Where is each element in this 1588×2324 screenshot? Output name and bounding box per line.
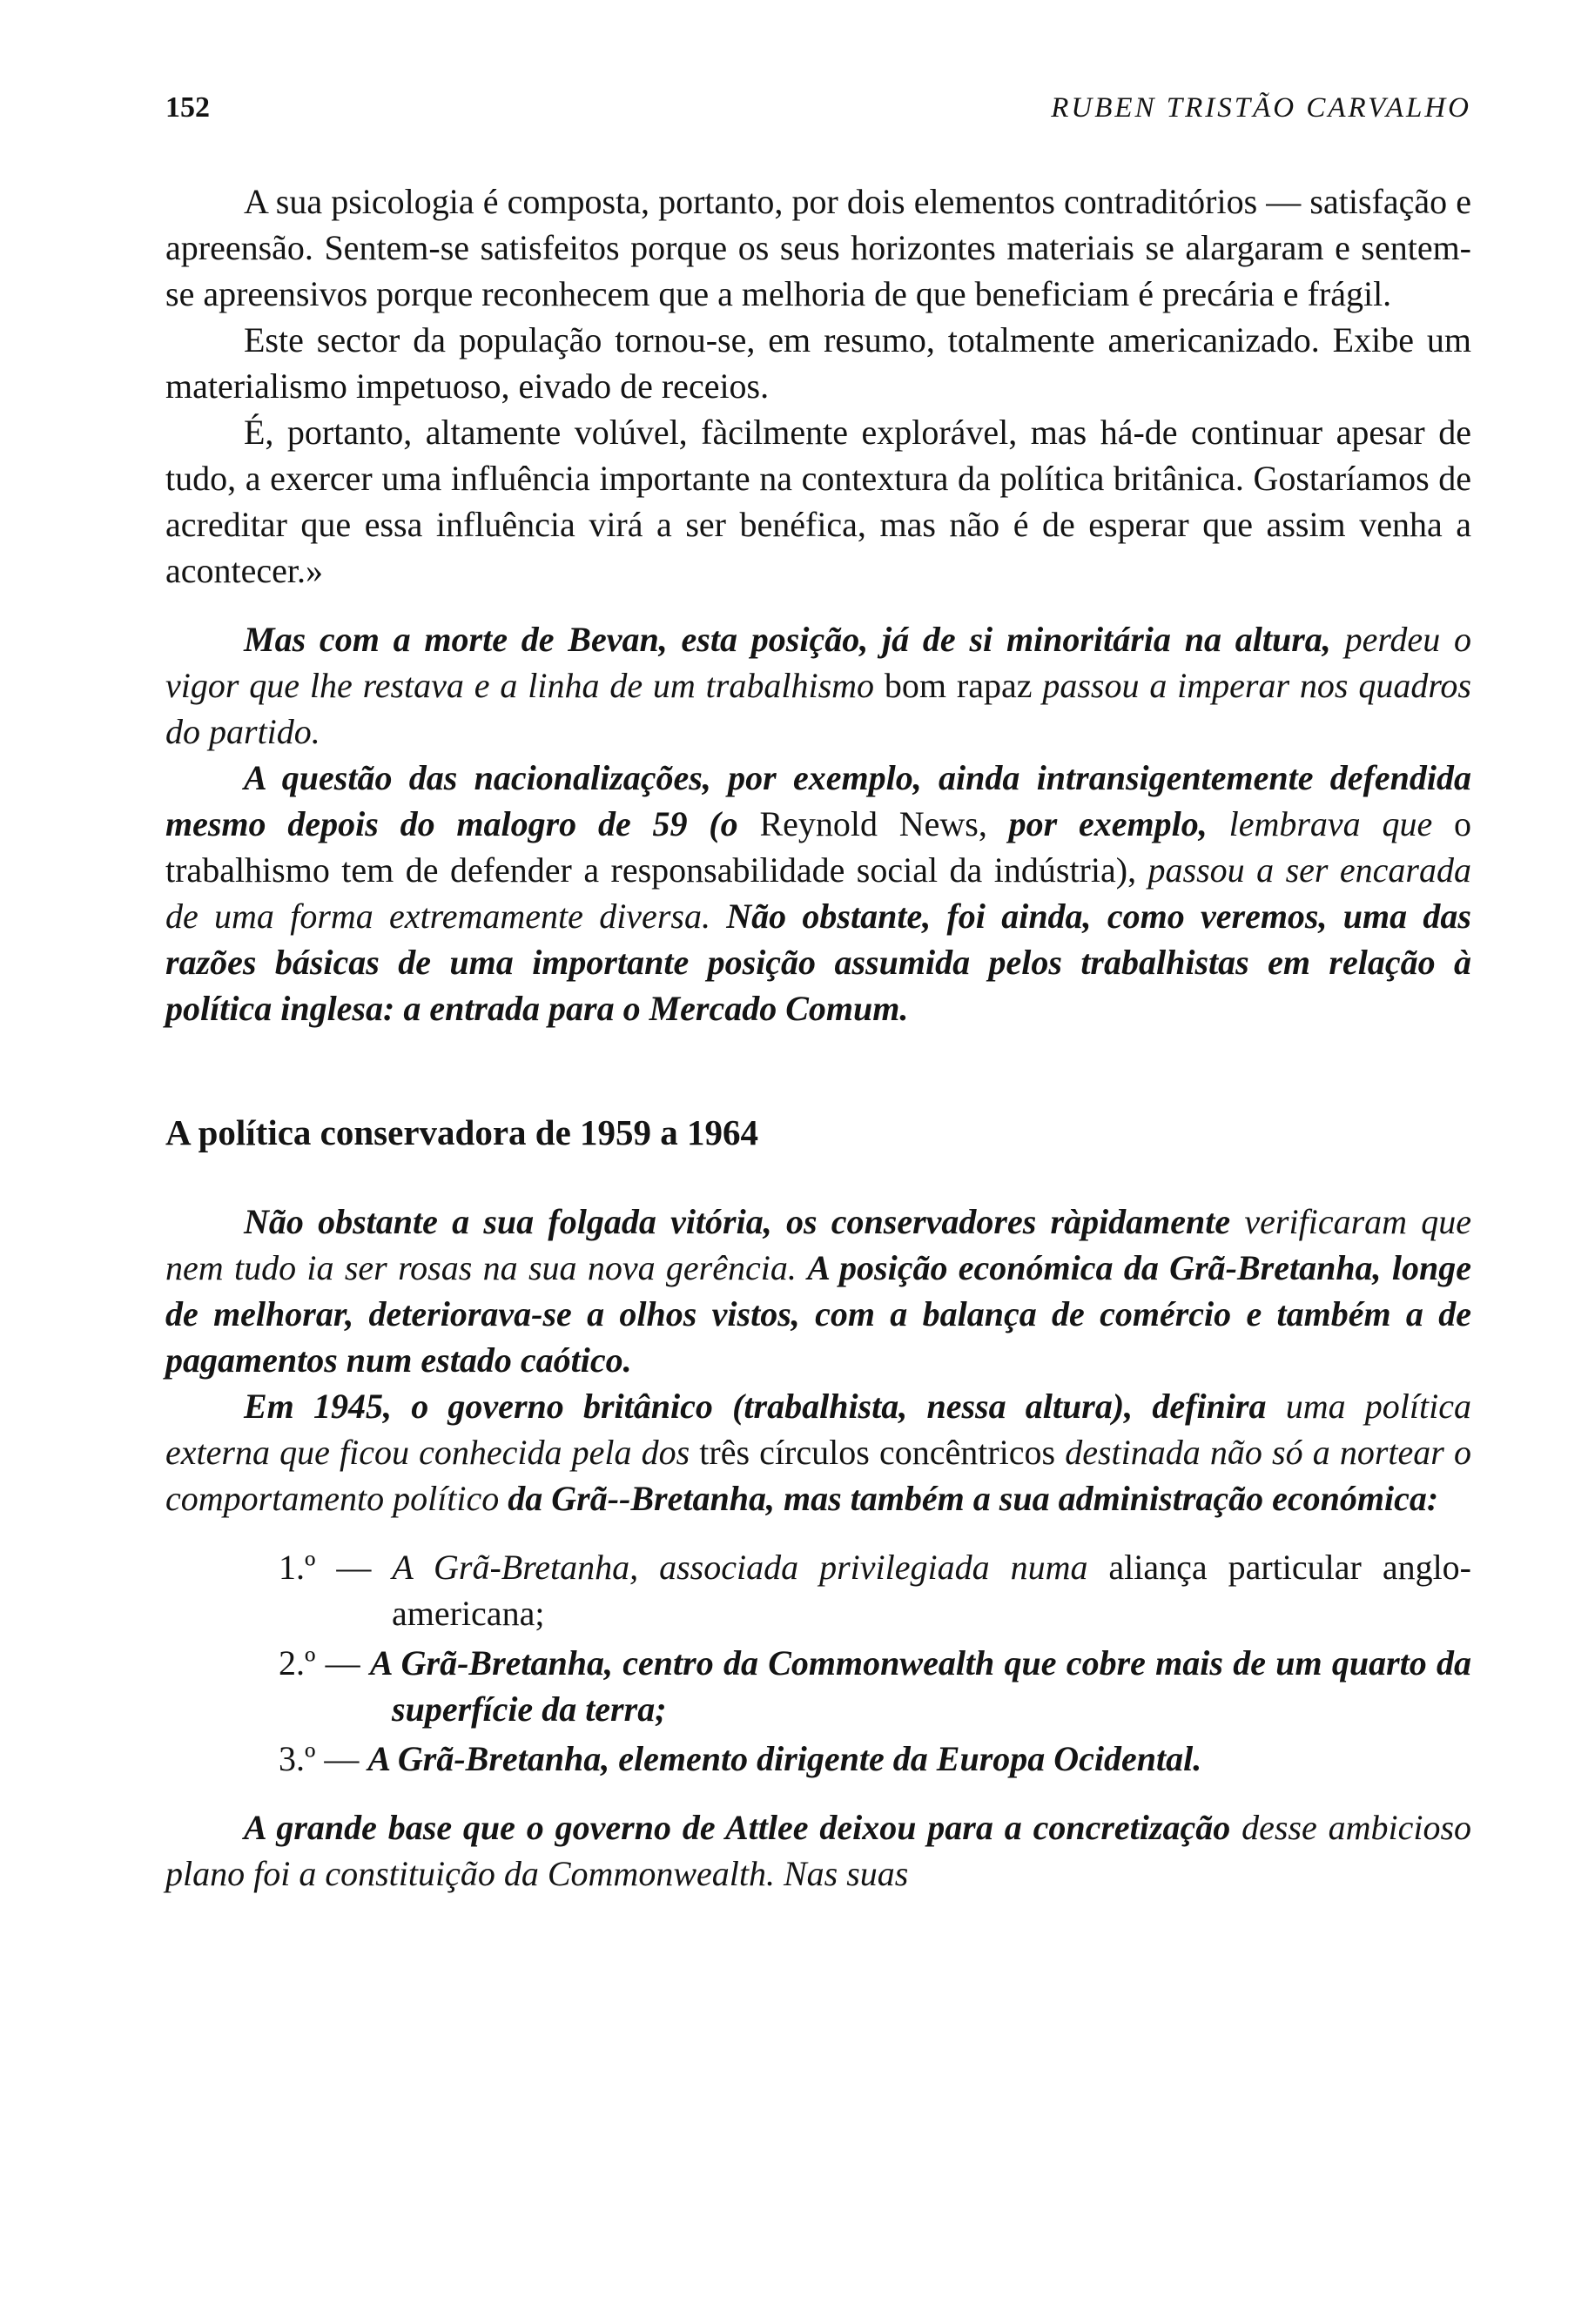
paragraph: Este sector da população tornou-se, em resumo, totalmente americanizado. Exibe um materialismo impetuoso, eivado de receios. [165, 320, 1471, 406]
text-run: destinada não só a nortear o comportamento político [165, 1433, 1471, 1518]
list-number: 3.º — [279, 1739, 368, 1778]
text-run: A Grã-Bretanha, associada privilegiada numa [392, 1548, 1088, 1587]
paragraph: É, portanto, altamente volúvel, fàcilmente explorável, mas há-de continuar apesar de tudo, a exercer uma influência importante na contextura da política britânica. Gostaríamos de acreditar que essa influência virá a ser benéfica, mas não é de esperar que assim venha a acontecer.» [165, 413, 1471, 590]
text-run: Não obstante a sua folgada vitória, os conservadores ràpidamente [244, 1202, 1231, 1241]
text-run: uma política externa que ficou conhecida pela dos [165, 1387, 1472, 1472]
text-run: desse ambicioso plano foi a constituição da Commonwealth. Nas suas [165, 1808, 1472, 1893]
text-run: A Grã-Bretanha, elemento dirigente da Europa Ocidental. [367, 1739, 1202, 1778]
body-text [165, 178, 1471, 1897]
text-run: Não obstante, foi ainda, como veremos, uma das razões básicas de uma importante posição assumida pelos trabalhistas em relação à política inglesa: a entrada para o Mercado Comum. [165, 897, 1471, 1028]
text-run: lembrava que [1228, 804, 1454, 843]
text-run: aliança particular anglo-americana; [392, 1548, 1472, 1633]
section-heading: A política conservadora de 1959 a 1964 [165, 1112, 759, 1152]
text-run: passou a imperar nos quadros do partido. [165, 666, 1471, 751]
paragraph [165, 616, 1471, 755]
text-run: da Grã--Bretanha, mas também a sua administração económica: [508, 1479, 1439, 1518]
paragraph: A sua psicologia é composta, portanto, por dois elementos contraditórios — satisfação e apreensão. Sentem-se satisfeitos porque os seus horizontes materiais se alargaram e sentem-se apreensivos porque reconhecem que a melhoria de que beneficiam é precária e frágil. [165, 182, 1471, 313]
text-run: A Grã-Bretanha, centro da Commonwealth que cobre mais de um quarto da superfície da terra; [369, 1643, 1472, 1729]
paragraph [165, 1804, 1471, 1897]
text-run: três círculos concêntricos [699, 1433, 1066, 1472]
numbered-list [165, 1544, 1471, 1782]
list-item [165, 1640, 1471, 1732]
paragraph [165, 755, 1471, 1031]
text-run: passou a ser encarada de uma forma extremamente diversa. [165, 850, 1472, 936]
text-run: Reynold News, [737, 804, 1009, 843]
text-run: o trabalhismo tem de defender a responsabilidade social da indústria), [165, 804, 1471, 890]
list-number: 2.º — [279, 1643, 370, 1683]
running-head [165, 91, 1471, 124]
page-number: 152 [165, 91, 210, 124]
paragraph [165, 1199, 1471, 1383]
paragraph [165, 1383, 1471, 1521]
text-run: Em 1945, o governo britânico (trabalhista, nessa altura), definira [244, 1387, 1267, 1426]
text-run: bom rapaz [874, 666, 1043, 705]
text-run: A questão das nacionalizações, por exemplo, ainda intransigentemente defendida mesmo depois do malogro de 59 (o [165, 758, 1471, 843]
text-run: A grande base que o governo de Attlee deixou para a concretização [244, 1808, 1231, 1847]
book-page [165, 91, 1471, 1897]
text-run: Mas com a morte de Bevan, esta posição, já de si minoritária na altura, [244, 620, 1331, 659]
text-run: A posição económica da Grã-Bretanha, longe de melhorar, deteriorava-se a olhos vistos, com a balança de comércio e também a de pagamentos num estado caótico. [165, 1248, 1472, 1380]
text-run: verificaram que nem tudo ia ser rosas na sua nova gerência. [165, 1202, 1472, 1287]
text-run: perdeu o vigor que lhe restava e a linha de um trabalhismo [165, 620, 1471, 705]
list-item [165, 1736, 1471, 1782]
running-title: RUBEN TRISTÃO CARVALHO [1051, 92, 1471, 124]
text-run: por exemplo, [1008, 804, 1229, 843]
list-item [165, 1544, 1471, 1636]
list-number: 1.º — [279, 1548, 393, 1587]
